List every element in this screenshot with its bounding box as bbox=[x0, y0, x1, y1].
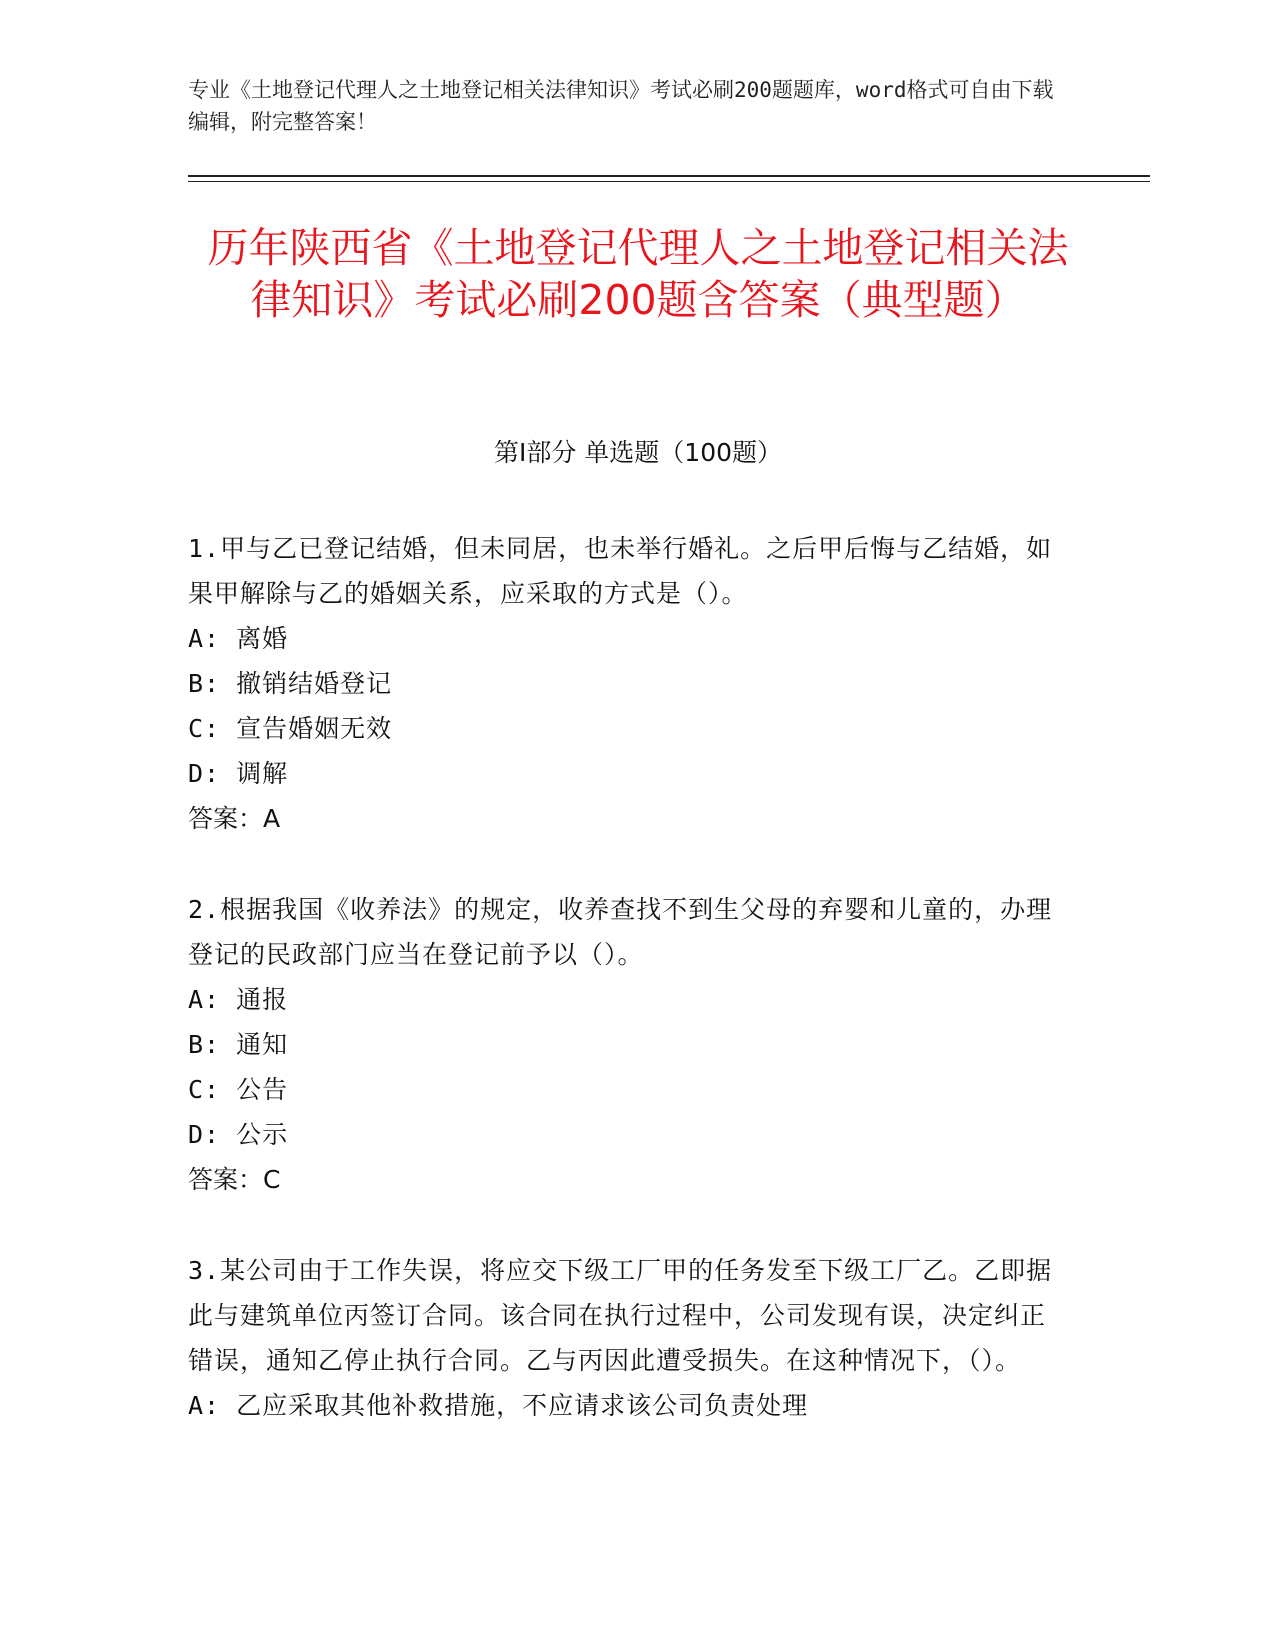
option-a: A: 通报 bbox=[188, 985, 289, 1014]
section-title: 第I部分 单选题（100题） bbox=[493, 438, 783, 467]
answer: 答案：C bbox=[188, 1165, 281, 1194]
question-stem: 1.甲与乙已登记结婚，但未同居，也未举行婚礼。之后甲后悔与乙结婚，如果甲解除与乙的婚姻关系，应采取的方式是（）。 bbox=[188, 534, 1053, 608]
question-2 bbox=[188, 887, 1068, 1202]
document-title: 历年陕西省《土地登记代理人之土地登记相关法律知识》考试必刷200题含答案（典型题） bbox=[207, 224, 1069, 324]
option-d: D: 公示 bbox=[188, 1120, 289, 1149]
option-a: A: 离婚 bbox=[188, 624, 289, 653]
option-d: D: 调解 bbox=[188, 759, 289, 788]
option-b: B: 通知 bbox=[188, 1030, 289, 1059]
question-3 bbox=[188, 1248, 1068, 1428]
option-c: C: 公告 bbox=[188, 1075, 289, 1104]
header-rule-thick bbox=[188, 175, 1150, 177]
question-1 bbox=[188, 526, 1068, 841]
option-a: A: 乙应采取其他补救措施，不应请求该公司负责处理 bbox=[188, 1391, 809, 1420]
header-note: 专业《土地登记代理人之土地登记相关法律知识》考试必刷200题题库，word格式可自由下载编辑，附完整答案！ bbox=[188, 78, 1054, 134]
option-b: B: 撤销结婚登记 bbox=[188, 669, 393, 698]
header-rule-thin bbox=[188, 181, 1150, 182]
question-stem: 2.根据我国《收养法》的规定，收养查找不到生父母的弃婴和儿童的，办理登记的民政部门应当在登记前予以（）。 bbox=[188, 895, 1053, 969]
option-c: C: 宣告婚姻无效 bbox=[188, 714, 393, 743]
question-stem: 3.某公司由于工作失误，将应交下级工厂甲的任务发至下级工厂乙。乙即据此与建筑单位丙签订合同。该合同在执行过程中，公司发现有误，决定纠正错误，通知乙停止执行合同。乙与丙因此遭受损失。在这种情况下，（）。 bbox=[188, 1256, 1053, 1375]
answer: 答案：A bbox=[188, 804, 281, 833]
